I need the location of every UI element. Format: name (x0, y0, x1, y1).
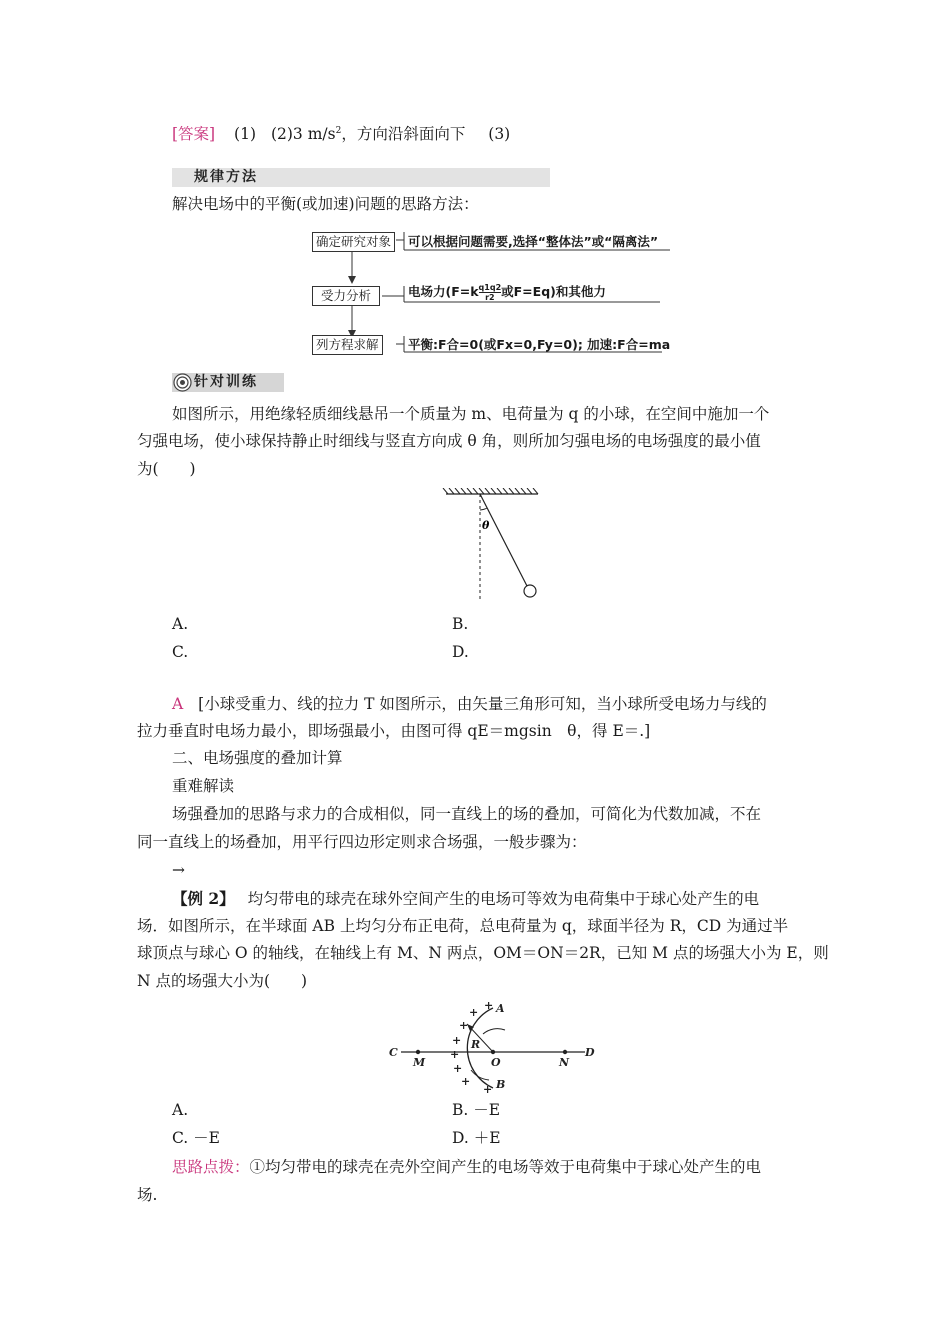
ex2-line4: N 点的场强大小为( ) (137, 972, 308, 990)
answer-part2: (2)3 m/s (270, 125, 336, 144)
section2-p1: 场强叠加的思路与求力的合成相似，同一直线上的场的叠加，可简化为代数加减，不在 (172, 805, 762, 823)
answer-part2-rest: ，方向沿斜面向下 (341, 125, 466, 144)
ex2-line3: 球顶点与球心 O 的轴线，在轴线上有 M、N 两点，OM＝ON＝2R，已知 M 点的场强大小为 E，则 (137, 944, 829, 962)
flow-step2-note (408, 283, 606, 302)
fig-label-n: N (559, 1056, 570, 1069)
flow-step2-frac-den: r2 (485, 293, 495, 302)
q1-line1: 如图所示，用绝缘轻质细线悬吊一个质量为 m、电荷量为 q 的小球，在空间中施加一个 (172, 405, 770, 423)
flow-step2: 受力分析 (312, 286, 380, 306)
hemisphere-figure (385, 996, 600, 1094)
answer-part3: (3) (488, 125, 511, 144)
hint-line1 (172, 1152, 761, 1182)
fig-label-d: D (585, 1046, 595, 1059)
fig-label-a: A (496, 1002, 505, 1015)
q1-option-a: A. (172, 615, 189, 633)
plus-sign-7: + (461, 1075, 471, 1088)
q1-option-d: D. (452, 643, 469, 661)
ex2-option-c: C. －E (172, 1129, 220, 1147)
method-intro: 解决电场中的平衡(或加速)问题的思路方法： (172, 195, 479, 213)
ex2-option-d: D. ＋E (452, 1129, 501, 1147)
ex2-option-a: A. (172, 1101, 189, 1119)
hint-line1-text: ①均匀带电的球壳在壳外空间产生的电场等效于电荷集中于球心处产生的电 (249, 1158, 762, 1176)
flow-step1-note: 可以根据问题需要,选择“整体法”或“隔离法” (408, 234, 659, 249)
training-banner-label: 针对训练 (194, 374, 258, 390)
answer-part2-sup: 2 (335, 126, 342, 136)
fig-label-c: C (389, 1046, 398, 1059)
a1-line1 (172, 689, 767, 719)
plus-sign-5: + (450, 1048, 460, 1061)
method-banner (172, 168, 550, 187)
method-banner-label: 规律方法 (194, 169, 258, 185)
section2-p2: 同一直线上的场叠加，用平行四边形定则求合场强，一般步骤为： (137, 833, 587, 851)
answer-line (172, 116, 510, 149)
section2-sub: 重难解读 (172, 777, 235, 795)
pendulum-theta-label: θ (482, 519, 490, 532)
flow-step2-fraction (479, 283, 502, 302)
q1-line2: 匀强电场，使小球保持静止时细线与竖直方向成 θ 角，则所加匀强电场的电场强度的最小值 (137, 432, 761, 450)
q1-option-b: B. (452, 615, 469, 633)
plus-sign-4: + (452, 1034, 462, 1047)
fig-label-b: B (496, 1078, 506, 1091)
section2-arrow: → (172, 861, 185, 879)
q1-line3: 为( ) (137, 460, 196, 478)
a1-line2: 拉力垂直时电场力最小，即场强最小，由图可得 qE＝mgsin θ，得 E＝.] (137, 722, 651, 740)
hint-line2: 场. (137, 1186, 158, 1204)
flow-step1: 确定研究对象 (312, 232, 395, 252)
flow-step3-note: 平衡:F合=0(或Fx=0,Fy=0); 加速:F合=ma (408, 337, 671, 352)
pendulum-figure (440, 488, 550, 603)
ex2-option-b: B. －E (452, 1101, 501, 1119)
hint-tag: 思路点拨： (172, 1158, 250, 1176)
fig-label-m: M (413, 1056, 426, 1069)
plus-sign-3: + (459, 1019, 469, 1032)
q1-option-c: C. (172, 643, 189, 661)
flow-step2-note-b: 或F=Eq)和其他力 (501, 284, 606, 299)
ex2-line1 (172, 884, 759, 914)
ex2-tag: 【例 2】 (172, 889, 235, 908)
answer-part1: (1) (234, 125, 257, 144)
flow-step3: 列方程求解 (312, 335, 383, 355)
plus-sign-1: + (484, 999, 494, 1012)
fig-label-o: O (491, 1056, 501, 1069)
ex2-line1-text: 均匀带电的球壳在球外空间产生的电场可等效为电荷集中于球心处产生的电 (247, 890, 760, 908)
plus-sign-2: + (469, 1006, 479, 1019)
flow-step2-frac-num: q1q2 (478, 283, 502, 292)
flow-step2-note-a: 电场力(F=k (408, 284, 479, 299)
answer-tag: [答案] (172, 125, 216, 144)
plus-sign-6: + (453, 1062, 463, 1075)
a1-letter: A (172, 695, 184, 713)
fig-label-r: R (471, 1038, 481, 1051)
plus-sign-8: + (483, 1083, 493, 1094)
section2-title: 二、电场强度的叠加计算 (172, 749, 343, 767)
training-banner (172, 373, 284, 392)
target-icon (173, 373, 192, 392)
a1-line1-text: [小球受重力、线的拉力 T 如图所示，由矢量三角形可知，当小球所受电场力与线的 (198, 695, 767, 713)
ex2-line2: 场．如图所示，在半球面 AB 上均匀分布正电荷，总电荷量为 q，球面半径为 R，CD 为通过半 (137, 917, 789, 935)
